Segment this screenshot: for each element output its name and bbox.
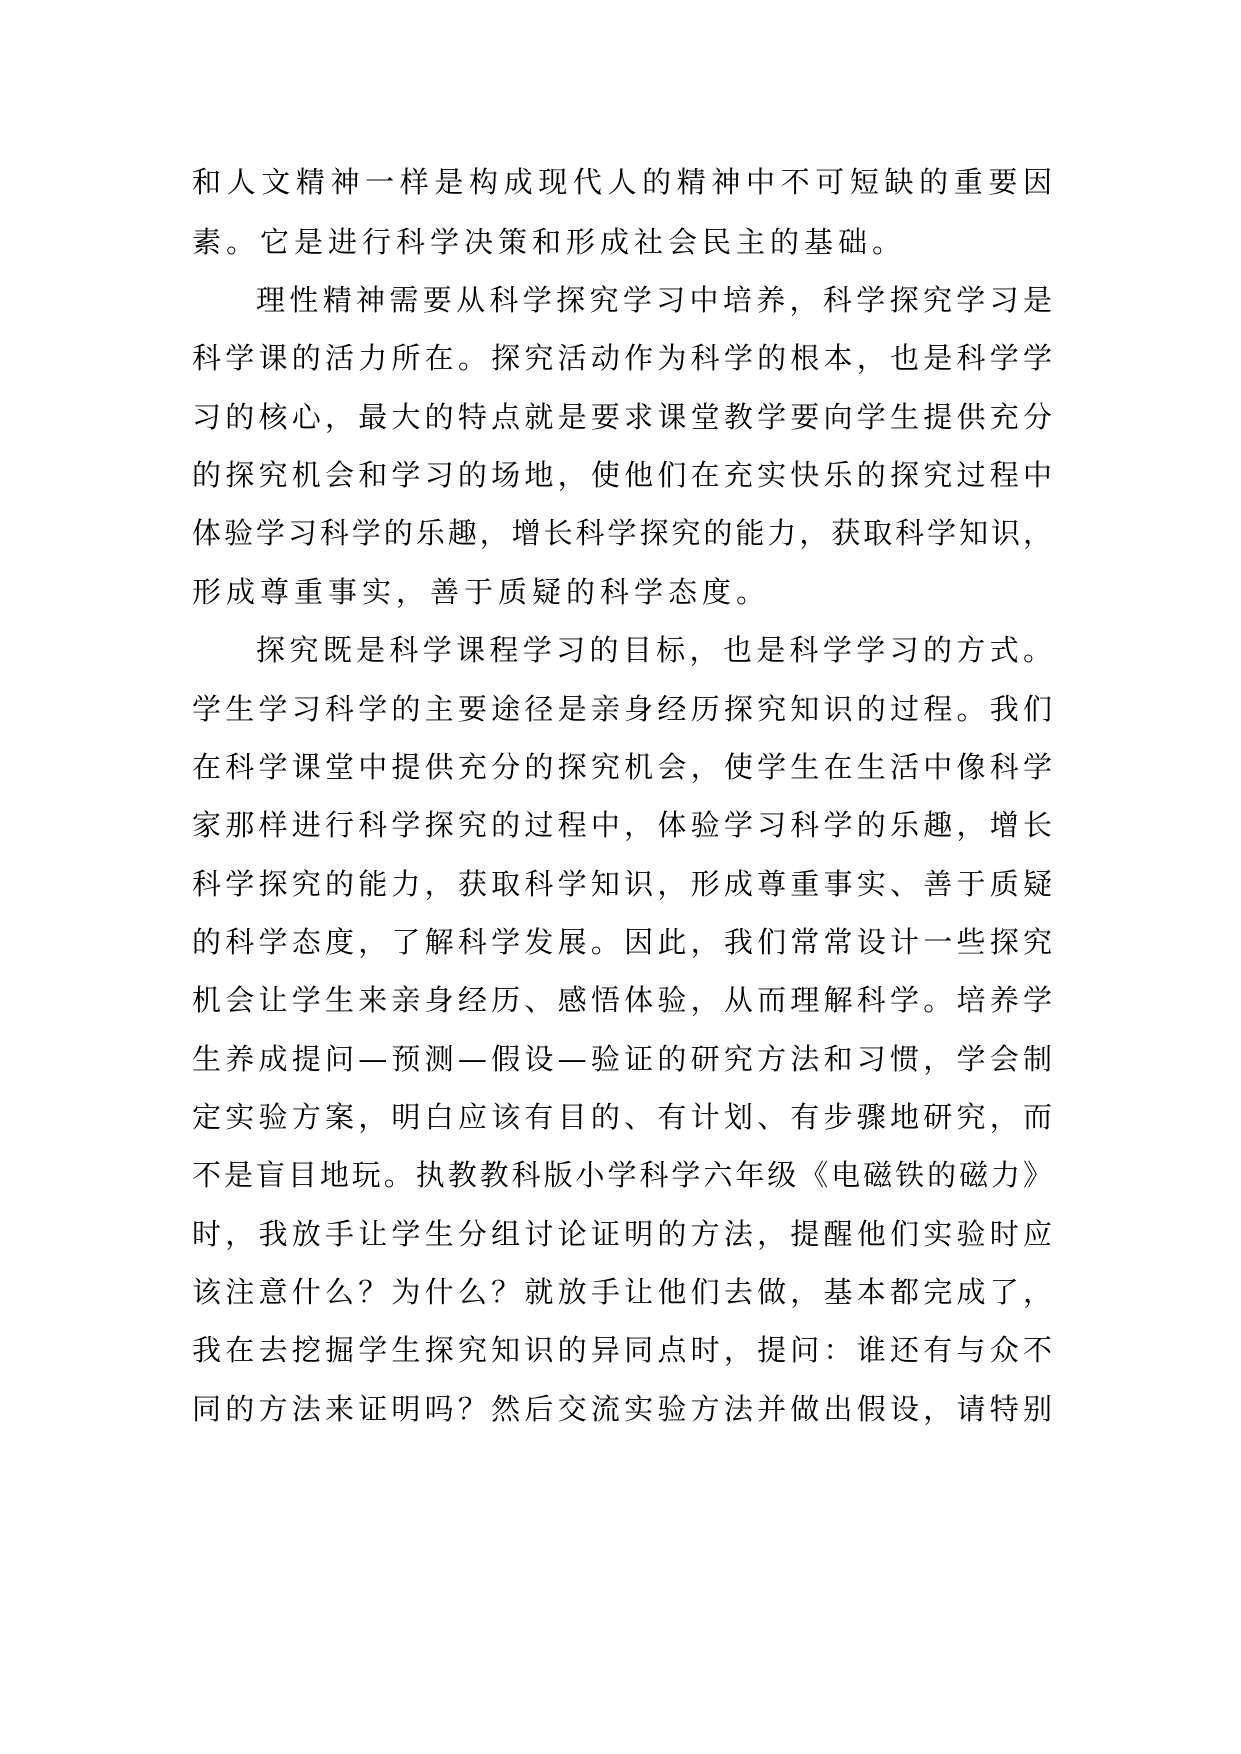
text-line: 机会让学生来亲身经历、感悟体验，从而理解科学。培养学: [192, 983, 1052, 1017]
text-line: 学生学习科学的主要途径是亲身经历探究知识的过程。我们: [192, 692, 1052, 726]
text-line: 时，我放手让学生分组讨论证明的方法，提醒他们实验时应: [192, 1217, 1052, 1251]
text-line: 和人文精神一样是构成现代人的精神中不可短缺的重要因: [192, 165, 1052, 199]
text-line: 家那样进行科学探究的过程中，体验学习科学的乐趣，增长: [192, 808, 1052, 842]
text-line: 该注意什么？为什么？就放手让他们去做，基本都完成了，: [192, 1275, 1052, 1309]
text-line: 同的方法来证明吗？然后交流实验方法并做出假设，请特别: [192, 1392, 1052, 1426]
text-line: 生养成提问—预测—假设—验证的研究方法和习惯，学会制: [192, 1042, 1052, 1076]
text-line: 的探究机会和学习的场地，使他们在充实快乐的探究过程中: [192, 458, 1052, 492]
text-line: 我在去挖掘学生探究知识的异同点时，提问：谁还有与众不: [192, 1333, 1052, 1367]
text-line: 体验学习科学的乐趣，增长科学探究的能力，获取科学知识，: [192, 516, 1052, 550]
text-line: 素。它是进行科学决策和形成社会民主的基础。: [192, 225, 907, 259]
text-line: 形成尊重事实，善于质疑的科学态度。: [192, 575, 771, 609]
text-line: 科学课的活力所在。探究活动作为科学的根本，也是科学学: [192, 341, 1052, 375]
paragraph-start-line: 探究既是科学课程学习的目标，也是科学学习的方式。: [256, 633, 1052, 667]
text-line: 定实验方案，明白应该有目的、有计划、有步骤地研究，而: [192, 1100, 1052, 1134]
paragraph-start-line: 理性精神需要从科学探究学习中培养，科学探究学习是: [256, 283, 1052, 317]
text-line: 的科学态度，了解科学发展。因此，我们常常设计一些探究: [192, 925, 1052, 959]
text-line: 科学探究的能力，获取科学知识，形成尊重事实、善于质疑: [192, 867, 1052, 901]
text-line: 不是盲目地玩。执教教科版小学科学六年级《电磁铁的磁力》: [192, 1158, 1052, 1192]
text-line: 在科学课堂中提供充分的探究机会，使学生在生活中像科学: [192, 750, 1052, 784]
text-line: 习的核心，最大的特点就是要求课堂教学要向学生提供充分: [192, 400, 1052, 434]
